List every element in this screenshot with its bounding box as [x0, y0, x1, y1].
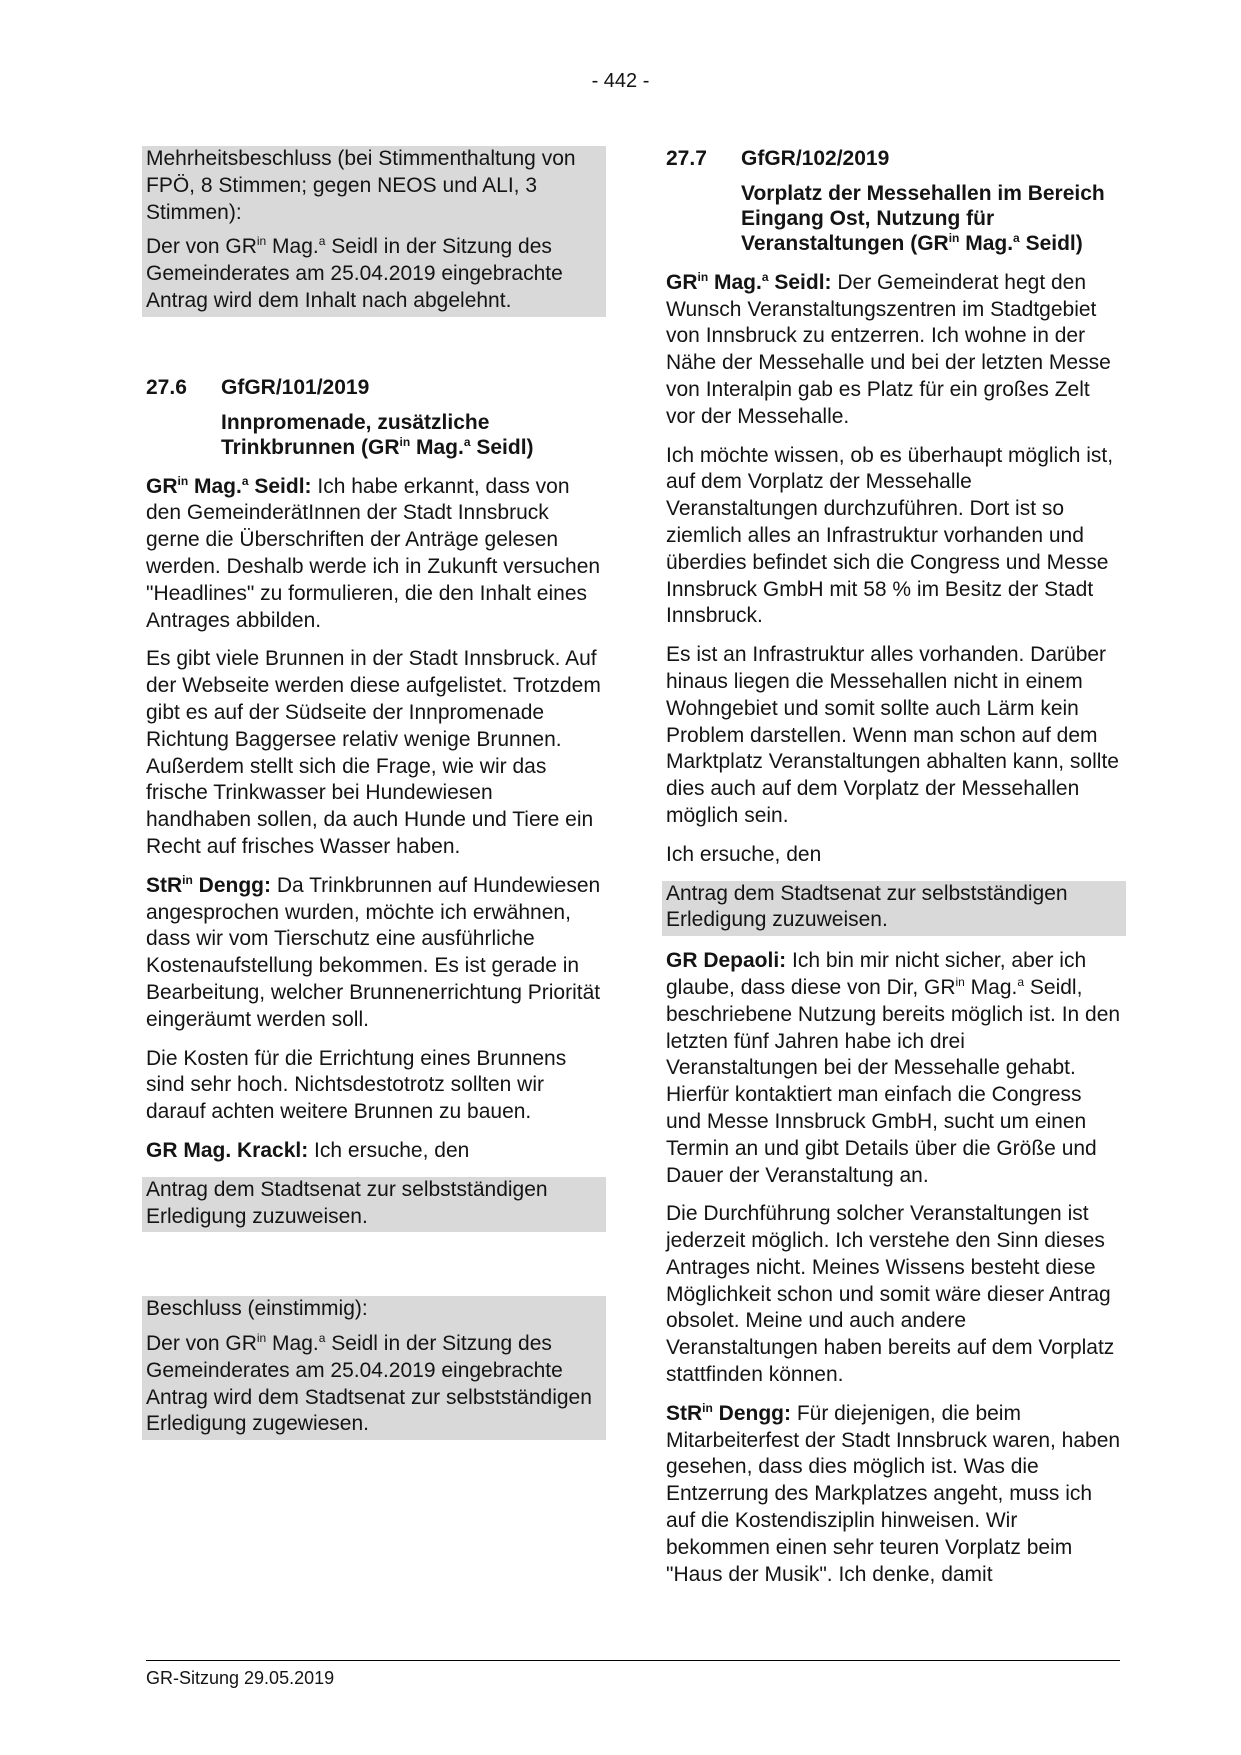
right-column — [666, 146, 1122, 1600]
motion-text: Antrag dem Stadtsenat zur selbstständigen Erledigung zuzuweisen. — [666, 881, 1068, 932]
item-code: GfGR/101/2019 — [221, 375, 370, 399]
footer-session-date: GR-Sitzung 29.05.2019 — [146, 1668, 335, 1688]
speaker-name: $GR^{in}$ Mag.$^a$ Seidl: — [146, 473, 312, 498]
page-number: - 442 - — [591, 70, 650, 92]
item-title: Vorplatz der Messehallen im Bereich Eingang Ost, Nutzung für Veranstaltungen ($GR^{in}$ Mag.$^a$ Seidl) — [741, 181, 1105, 255]
footer-divider — [146, 1660, 1120, 1661]
decision-text: Der von $GR^{in}$ Mag.$^a$ Seidl in der Sitzung des Gemeinderates am 25.04.2019 eingebrachte Antrag wird dem Stadtsenat zur selbstständigen Erledigung zugewiesen. — [146, 1331, 592, 1436]
motion-box — [142, 1177, 606, 1233]
item-number: 27.6 — [146, 375, 187, 399]
decision-box-1 — [142, 146, 606, 317]
speaker-name: GR Depaoli: — [666, 949, 787, 973]
statement-paragraph: GR Mag. Krackl: Ich ersuche, den — [146, 1138, 470, 1162]
left-column — [146, 146, 602, 1452]
statement-paragraph: $GR^{in}$ Mag.$^a$ Seidl: Ich habe erkannt, dass von den GemeinderätInnen der Stadt Innsbruck gerne die Überschriften der Anträge gelesen werden. Deshalb werde ich in Zukunft versuchen "Headlines" zu formulieren, die den Inhalt eines Antrages abbilden. — [146, 473, 601, 632]
speaker-name: StR$^{in}$ Dengg: — [666, 1400, 791, 1425]
statement-paragraph: Es gibt viele Brunnen in der Stadt Innsbruck. Auf der Webseite werden diese aufgelistet. Trotzdem gibt es auf der Südseite der Innpromenade Richtung Baggersee relativ wenige Brunnen. Außerdem stellt sich die Frage, wie wir das frische Trinkwasser bei Hundewiesen handhaben sollen, da auch Hunde und Tiere ein Recht auf frisches Wasser haben. — [146, 647, 601, 858]
motion-box — [662, 881, 1126, 937]
statement-paragraph: Die Durchführung solcher Veranstaltungen ist jederzeit möglich. Ich verstehe den Sinn dieses Antrages nicht. Meines Wissens besteht diese Möglichkeit schon und somit wäre dieser Antrag obsolet. Meine und auch andere Veranstaltungen haben bereits auf dem Vorplatz stattfinden können. — [666, 1202, 1115, 1387]
statement-paragraph: Ich ersuche, den — [666, 842, 822, 866]
item-number: 27.7 — [666, 147, 707, 170]
item-title: Innpromenade, zusätzliche Trinkbrunnen ($GR^{in}$ Mag.$^a$ Seidl) — [221, 410, 534, 459]
decision-label: Beschluss (einstimmig): — [146, 1297, 368, 1321]
motion-text: Antrag dem Stadtsenat zur selbstständigen Erledigung zuzuweisen. — [146, 1177, 548, 1228]
statement-paragraph: $GR^{in}$ Mag.$^a$ Seidl: Der Gemeinderat hegt den Wunsch Veranstaltungszentren im Stadtgebiet von Innsbruck zu entzerren. Ich wohne in der Nähe der Messehalle und bei der letzten Messe von Interalpin gab es Platz für ein großes Zelt vor der Messehalle. — [666, 269, 1111, 428]
statement-paragraph: Es ist an Infrastruktur alles vorhanden. Darüber hinaus liegen die Messehallen nicht in einem Wohngebiet und somit sollte auch Lärm kein Problem darstellen. Wenn man schon auf dem Marktplatz Veranstaltungen abhalten kann, sollte dies auch auf dem Vorplatz der Messehallen möglich sein. — [666, 643, 1119, 827]
decision-text: Der von $GR^{in}$ Mag.$^a$ Seidl in der Sitzung des Gemeinderates am 25.04.2019 eingebrachte Antrag wird dem Inhalt nach abgelehnt. — [146, 234, 563, 312]
speaker-name: StR$^{in}$ Dengg: — [146, 872, 271, 897]
item-heading — [666, 146, 1122, 173]
statement-paragraph: StR$^{in}$ Dengg: Da Trinkbrunnen auf Hundewiesen angesprochen wurden, möchte ich erwähnen, dass wir vom Tierschutz eine ausführliche Kostenaufstellung bekommen. Es ist gerade in Bearbeitung, welcher Brunnenerrichtung Priorität eingeräumt werden soll. — [146, 872, 601, 1031]
decision-box-2 — [142, 1296, 606, 1440]
statement-paragraph: Die Kosten für die Errichtung eines Brunnens sind sehr hoch. Nichtsdestotrotz sollten wir darauf achten weitere Brunnen zu bauen. — [146, 1046, 567, 1124]
item-heading — [146, 375, 602, 402]
statement-paragraph: GR Depaoli: Ich bin mir nicht sicher, aber ich glaube, dass diese von Dir, $GR^{in}$ Mag.$^a$ Seidl, beschriebene Nutzung bereits möglich ist. In den letzten fünf Jahren habe ich drei Veranstaltungen bei der Messehalle gehabt. Hierfür kontaktiert man einfach die Congress und Messe Innsbruck GmbH, sucht um einen Termin an und gibt Details über die Größe und Dauer der Veranstaltung an. — [666, 949, 1121, 1187]
decision-label: Mehrheitsbeschluss (bei Stimmenthaltung von FPÖ, 8 Stimmen; gegen NEOS und ALI, 3 Stimmen): — [146, 147, 576, 224]
speaker-name: $GR^{in}$ Mag.$^a$ Seidl: — [666, 269, 832, 294]
item-code: GfGR/102/2019 — [741, 147, 890, 170]
speaker-name: GR Mag. Krackl: — [146, 1138, 309, 1162]
statement-paragraph: StR$^{in}$ Dengg: Für diejenigen, die beim Mitarbeiterfest der Stadt Innsbruck waren, haben gesehen, dass dies möglich ist. Was die Entzerrung des Markplatzes angeht, muss ich auf die Kostendisziplin hinweisen. Wir bekommen einen sehr teuren Vorplatz beim "Haus der Musik". Ich denke, damit — [666, 1400, 1121, 1586]
statement-paragraph: Ich möchte wissen, ob es überhaupt möglich ist, auf dem Vorplatz der Messehalle Veranstaltungen durchzuführen. Dort ist so ziemlich alles an Infrastruktur vorhanden und überdies befindet sich die Congress und Messe Innsbruck GmbH mit 58 % im Besitz der Stadt Innsbruck. — [666, 443, 1114, 628]
